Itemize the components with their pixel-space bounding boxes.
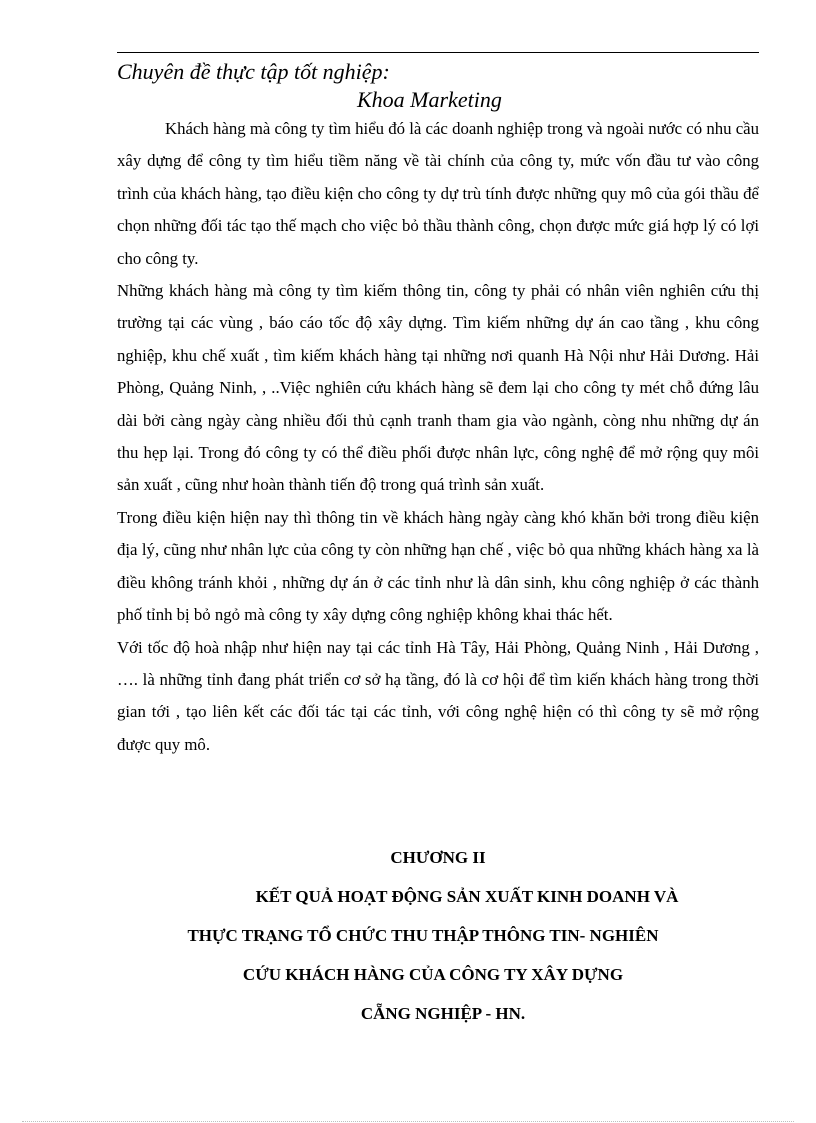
document-header-title: Chuyên đề thực tập tốt nghiệp: <box>117 59 390 84</box>
chapter-title-line-1: KẾT QUẢ HOẠT ĐỘNG SẢN XUẤT KINH DOANH VÀ <box>255 887 679 906</box>
paragraph-1: Khách hàng mà công ty tìm hiểu đó là các doanh nghiệp trong và ngoài nước có nhu cầu xây dựng để công ty tìm hiểu tiềm năng về tài chính của công ty, mức vốn đầu tư vào công trình của khách hàng, tạo điều kiện cho công ty dự trù tính được những quy mô của gói thầu để chọn những đối tác tạo thế mạch cho việc bỏ thầu thành công, chọn được mức giá hợp lý có lợi cho công ty. <box>117 119 759 268</box>
chapter-title-line-2: THỰC TRẠNG TỔ CHỨC THU THẬP THÔNG TIN- NGHIÊN <box>187 926 659 945</box>
chapter-title-line-4: CẴNG NGHIỆP - HN. <box>360 1004 526 1023</box>
page-bottom-divider <box>22 1121 794 1122</box>
paragraph-4: Với tốc độ hoà nhập như hiện nay tại các tỉnh Hà Tây, Hải Phòng, Quảng Ninh , Hải Dương , …. là những tỉnh đang phát triển cơ sở hạ tầng, đó là cơ hội để tìm kiến khách hàng trong thời gian tới , tạo liên kết các đối tác tại các tỉnh, với công nghệ hiện có thì công ty sẽ mở rộng được quy mô. <box>117 637 759 754</box>
chapter-number: CHƯƠNG II <box>390 848 486 867</box>
paragraph-2: Những khách hàng mà công ty tìm kiếm thông tin, công ty phải có nhân viên nghiên cứu thị trường tại các vùng , báo cáo tốc độ xây dựng. Tìm kiếm những dự án cao tầng , khu công nghiệp, khu chế xuất , tìm kiếm khách hàng tại những nơi quanh Hà Nội như Hải Dương. Hải Phòng, Quảng Ninh, , ..Việc nghiên cứu khách hàng sẽ đem lại cho công ty mét chỗ đứng lâu dài bởi càng ngày càng nhiều đối thủ cạnh tranh tham gia vào ngành, còng nhu những dự án thu hẹp lại. Trong đó công ty có thể điều phối được nhân lực, công nghệ để mở rộng quy môi sản xuất , cũng như hoàn thành tiến độ trong quá trình sản xuất. <box>117 281 759 495</box>
header-rule <box>117 52 759 53</box>
chapter-title <box>117 877 759 1033</box>
chapter-title-line-3: CỨU KHÁCH HÀNG CỦA CÔNG TY XÂY DỰNG <box>242 965 624 984</box>
document-header-department: Khoa Marketing <box>357 87 502 112</box>
body-text <box>117 113 759 761</box>
paragraph-3: Trong điều kiện hiện nay thì thông tin về khách hàng ngày càng khó khăn bởi trong điều kiện địa lý, cũng như nhân lực của công ty còn những hạn chế , việc bỏ qua những khách hàng xa là điều không tránh khỏi , những dự án ở các tỉnh như là dân sinh, khu công nghiệp ở các thành phố tỉnh bị bỏ ngỏ mà công ty xây dựng công nghiệp không khai thác hết. <box>117 507 759 625</box>
